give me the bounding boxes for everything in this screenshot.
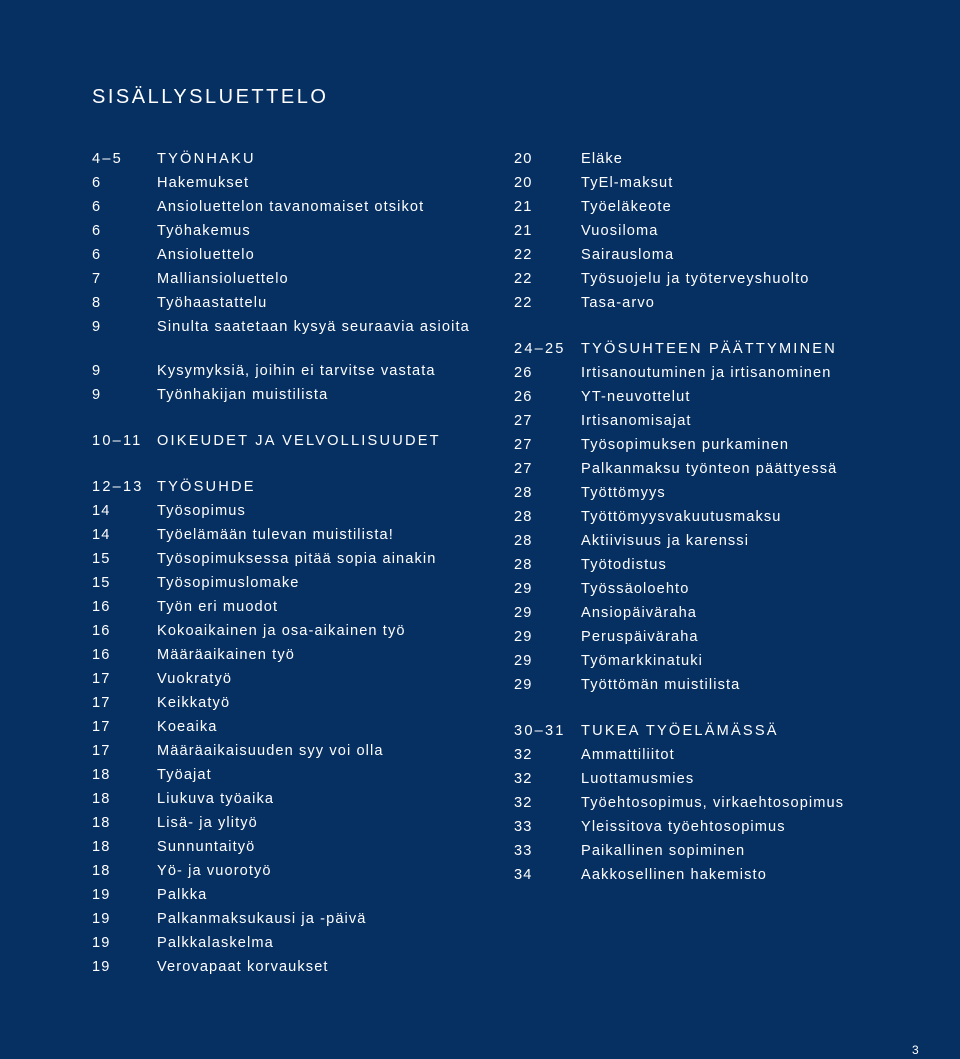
toc-page-number: 27 [514, 437, 533, 453]
toc-entry-text: Vuokratyö [157, 671, 233, 687]
toc-page-number: 18 [92, 767, 111, 783]
section-gap [514, 317, 934, 339]
toc-page-number: 28 [514, 533, 533, 549]
toc-entry-text: Sinulta saatetaan kysyä seuraavia asioita [157, 319, 470, 335]
toc-page-number: 10–11 [92, 433, 143, 449]
toc-entry [92, 221, 472, 245]
toc-page-number: 29 [514, 605, 533, 621]
toc-entry-text: Paikallinen sopiminen [581, 843, 746, 859]
toc-entry-text: Työmarkkinatuki [581, 653, 703, 669]
toc-page-number: 15 [92, 575, 111, 591]
toc-page-number: 32 [514, 747, 533, 763]
toc-entry-text: Keikkatyö [157, 695, 231, 711]
toc-entry-text: Ammattiliitot [581, 747, 675, 763]
toc-heading-text: TYÖSUHTEEN PÄÄTTYMINEN [581, 341, 837, 357]
page-number: 3 [912, 1043, 919, 1057]
toc-entry-text: Eläke [581, 151, 624, 167]
toc-entry-text: Palkkalaskelma [157, 935, 274, 951]
toc-entry-text: Palkanmaksukausi ja -päivä [157, 911, 367, 927]
toc-entry [514, 245, 934, 269]
toc-page-number: 33 [514, 843, 533, 859]
toc-page-number: 4–5 [92, 151, 123, 167]
toc-entry [514, 579, 934, 603]
toc-entry [92, 717, 472, 741]
toc-page-number: 32 [514, 771, 533, 787]
toc-entry [92, 573, 472, 597]
toc-entry-text: Työssäoloehto [581, 581, 690, 597]
toc-entry [92, 765, 472, 789]
toc-entry-text: Palkanmaksu työnteon päättyessä [581, 461, 838, 477]
toc-entry-text: Peruspäiväraha [581, 629, 699, 645]
toc-entry [92, 549, 472, 573]
toc-entry [514, 483, 934, 507]
toc-entry [514, 555, 934, 579]
toc-entry [92, 245, 472, 269]
toc-page-number: 28 [514, 509, 533, 525]
toc-entry [514, 387, 934, 411]
toc-page-number: 9 [92, 319, 102, 335]
toc-section-heading [92, 149, 472, 173]
toc-heading-text: TYÖSUHDE [157, 479, 256, 495]
toc-page-number: 14 [92, 503, 111, 519]
toc-entry [514, 675, 934, 699]
toc-page-number: 21 [514, 223, 533, 239]
toc-entry [514, 411, 934, 435]
toc-page-number: 18 [92, 815, 111, 831]
toc-page-number: 12–13 [92, 479, 144, 495]
toc-entry [92, 597, 472, 621]
toc-page-number: 21 [514, 199, 533, 215]
toc-entry [92, 645, 472, 669]
toc-entry [92, 813, 472, 837]
toc-entry [92, 693, 472, 717]
toc-page-number: 29 [514, 653, 533, 669]
toc-entry [92, 293, 472, 317]
toc-entry [92, 385, 472, 409]
toc-entry-text: Työhaastattelu [157, 295, 268, 311]
toc-page-number: 22 [514, 271, 533, 287]
toc-entry [514, 293, 934, 317]
toc-page-number: 18 [92, 839, 111, 855]
toc-entry [92, 173, 472, 197]
toc-entry [514, 197, 934, 221]
toc-entry [514, 603, 934, 627]
section-gap [92, 409, 472, 431]
toc-entry-text: Työttömyysvakuutusmaksu [581, 509, 782, 525]
toc-entry-text: Työsopimuksessa pitää sopia ainakin [157, 551, 437, 567]
toc-entry [514, 531, 934, 555]
toc-page-number: 26 [514, 389, 533, 405]
toc-entry-text: Malliansioluettelo [157, 271, 289, 287]
toc-entry-text: Ansioluettelon tavanomaiset otsikot [157, 199, 425, 215]
toc-entry [514, 269, 934, 293]
page-title: SISÄLLYSLUETTELO [92, 86, 329, 108]
toc-entry-text: Tasa-arvo [581, 295, 655, 311]
toc-page-number: 9 [92, 363, 102, 379]
toc-entry [92, 669, 472, 693]
toc-heading-text: TUKEA TYÖELÄMÄSSÄ [581, 723, 779, 739]
toc-entry-text: Aktiivisuus ja karenssi [581, 533, 750, 549]
toc-entry [514, 507, 934, 531]
toc-heading-text: OIKEUDET JA VELVOLLISUUDET [157, 433, 441, 449]
toc-entry-text: Irtisanomisajat [581, 413, 692, 429]
toc-entry [514, 363, 934, 387]
toc-section-heading [514, 339, 934, 363]
toc-entry [514, 627, 934, 651]
toc-page-number: 6 [92, 247, 102, 263]
toc-entry-text: Työehtosopimus, virkaehtosopimus [581, 795, 845, 811]
toc-entry-text: Määräaikaisuuden syy voi olla [157, 743, 384, 759]
toc-entry [514, 745, 934, 769]
toc-page-number: 15 [92, 551, 111, 567]
toc-page-number: 30–31 [514, 723, 566, 739]
toc-entry-text: Koeaika [157, 719, 218, 735]
toc-entry [514, 769, 934, 793]
toc-entry-text: Hakemukset [157, 175, 250, 191]
toc-entry [92, 933, 472, 957]
toc-page-number: 17 [92, 671, 111, 687]
toc-page-number: 28 [514, 557, 533, 573]
toc-entry [92, 957, 472, 981]
toc-entry-text: Määräaikainen työ [157, 647, 295, 663]
toc-section-heading [92, 477, 472, 501]
toc-heading-text: TYÖNHAKU [157, 151, 256, 167]
toc-entry-text: Työsopimus [157, 503, 246, 519]
toc-entry [92, 861, 472, 885]
toc-entry-text: Työnhakijan muistilista [157, 387, 329, 403]
toc-entry [514, 651, 934, 675]
toc-entry [92, 525, 472, 549]
toc-entry-text: Verovapaat korvaukset [157, 959, 329, 975]
toc-entry [514, 793, 934, 817]
toc-entry [514, 435, 934, 459]
toc-entry-text: Aakkosellinen hakemisto [581, 867, 767, 883]
toc-entry-text: Ansioluettelo [157, 247, 255, 263]
toc-entry-text: Työeläkeote [581, 199, 672, 215]
toc-entry-text: Työn eri muodot [157, 599, 279, 615]
toc-entry-text: Vuosiloma [581, 223, 659, 239]
toc-page-number: 29 [514, 629, 533, 645]
toc-page-number: 16 [92, 599, 111, 615]
toc-entry [92, 789, 472, 813]
toc-page-number: 29 [514, 677, 533, 693]
toc-entry-text: Työttömän muistilista [581, 677, 741, 693]
toc-entry-text: Työajat [157, 767, 212, 783]
toc-page-number: 6 [92, 175, 102, 191]
toc-page-number: 20 [514, 151, 533, 167]
toc-section-heading [514, 721, 934, 745]
toc-page-number: 32 [514, 795, 533, 811]
toc-entry [92, 885, 472, 909]
toc-entry-text: Luottamusmies [581, 771, 695, 787]
toc-entry-text: Työsopimuslomake [157, 575, 300, 591]
toc-entry-text: Työhakemus [157, 223, 251, 239]
toc-entry-text: Työttömyys [581, 485, 666, 501]
toc-page-number: 19 [92, 935, 111, 951]
toc-page-number: 7 [92, 271, 102, 287]
toc-entry-text: Työtodistus [581, 557, 667, 573]
toc-entry [92, 837, 472, 861]
toc-page-number: 27 [514, 413, 533, 429]
toc-page-number: 26 [514, 365, 533, 381]
toc-page-number: 16 [92, 647, 111, 663]
toc-entry [92, 909, 472, 933]
toc-entry [92, 501, 472, 525]
toc-entry [92, 317, 472, 361]
toc-entry [92, 741, 472, 765]
toc-entry-text: YT-neuvottelut [581, 389, 691, 405]
toc-entry [514, 865, 934, 889]
toc-entry-text: Kokoaikainen ja osa-aikainen työ [157, 623, 406, 639]
toc-entry-text: Työelämään tulevan muistilista! [157, 527, 394, 543]
toc-page-number: 20 [514, 175, 533, 191]
toc-entry [92, 621, 472, 645]
toc-entry-text: Sunnuntaityö [157, 839, 256, 855]
toc-page-number: 19 [92, 959, 111, 975]
toc-entry [514, 841, 934, 865]
toc-page-number: 9 [92, 387, 102, 403]
toc-entry-text: Ansiopäiväraha [581, 605, 698, 621]
toc-entry [92, 361, 472, 385]
toc-entry-text: Palkka [157, 887, 208, 903]
toc-entry-text: Sairausloma [581, 247, 675, 263]
toc-entry [514, 173, 934, 197]
toc-page-number: 27 [514, 461, 533, 477]
toc-entry-text: Työsopimuksen purkaminen [581, 437, 790, 453]
toc-entry-text: Työsuojelu ja työterveyshuolto [581, 271, 810, 287]
toc-section-heading [92, 431, 472, 455]
toc-page-number: 28 [514, 485, 533, 501]
toc-page-number: 17 [92, 719, 111, 735]
toc-page-number: 29 [514, 581, 533, 597]
toc-entry-text: Kysymyksiä, joihin ei tarvitse vastata [157, 363, 436, 379]
toc-page-number: 16 [92, 623, 111, 639]
toc-page-number: 17 [92, 695, 111, 711]
toc-page-number: 22 [514, 295, 533, 311]
section-gap [514, 699, 934, 721]
toc-entry [514, 459, 934, 483]
toc-entry-text: Yleissitova työehtosopimus [581, 819, 786, 835]
toc-page-number: 6 [92, 223, 102, 239]
toc-entry-text: Liukuva työaika [157, 791, 275, 807]
toc-entry-text: TyEl-maksut [581, 175, 674, 191]
toc-right-column [514, 149, 934, 889]
toc-entry-text: Lisä- ja ylityö [157, 815, 258, 831]
toc-entry-text: Irtisanoutuminen ja irtisanominen [581, 365, 832, 381]
toc-page-number: 17 [92, 743, 111, 759]
toc-page-number: 18 [92, 791, 111, 807]
toc-entry [514, 221, 934, 245]
toc-page-number: 34 [514, 867, 533, 883]
toc-page-number: 6 [92, 199, 102, 215]
toc-page-number: 22 [514, 247, 533, 263]
toc-page-number: 14 [92, 527, 111, 543]
toc-page-number: 19 [92, 911, 111, 927]
section-gap [92, 455, 472, 477]
toc-left-column [92, 149, 472, 981]
toc-page-number: 19 [92, 887, 111, 903]
toc-page-number: 33 [514, 819, 533, 835]
toc-entry [514, 817, 934, 841]
toc-page-number: 24–25 [514, 341, 566, 357]
toc-entry [514, 149, 934, 173]
toc-page-number: 8 [92, 295, 102, 311]
toc-page-number: 18 [92, 863, 111, 879]
toc-entry [92, 197, 472, 221]
toc-entry-text: Yö- ja vuorotyö [157, 863, 272, 879]
toc-entry [92, 269, 472, 293]
